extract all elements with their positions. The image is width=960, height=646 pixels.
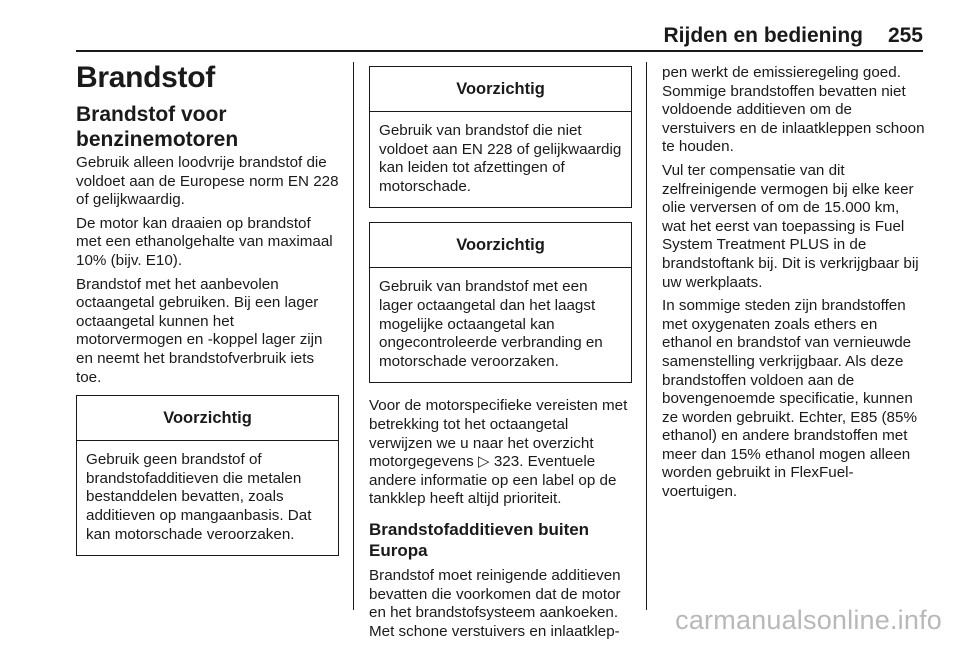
page-ref-arrow-icon: ▷ bbox=[477, 453, 490, 471]
caution-text: Gebruik van brandstof met een lager octaangetal dan het laagst mogelijke octaangetal kan ongecontroleerde verbranding en motorschade veroorzaken. bbox=[379, 278, 603, 370]
section-heading: Brandstof voor benzinemotoren bbox=[76, 103, 239, 151]
caution-box bbox=[76, 395, 339, 556]
header-rule bbox=[76, 50, 923, 52]
paragraph: Gebruik alleen loodvrije brandstof die voldoet aan de Europese norm EN 228 of gelijkwaardig. bbox=[76, 154, 339, 209]
caution-title: Voorzichtig bbox=[77, 396, 338, 441]
column-2 bbox=[369, 60, 632, 646]
caution-text: Gebruik van brandstof die niet voldoet aan EN 228 of gelijkwaardig kan leiden tot afzettingen of motorschade. bbox=[379, 122, 622, 195]
column-3 bbox=[662, 64, 925, 507]
page-reference-link[interactable]: 323 bbox=[493, 453, 520, 471]
paragraph: Vul ter compensatie van dit zelfreinigende vermogen bij elke keer olie verversen of om de 15.000 km, wat het eerst van toepassing is Fuel System Treatment PLUS in de brandstoftank bij. Dit is verkrijgbaar bij uw werkplaats. bbox=[662, 161, 919, 291]
caution-box bbox=[369, 222, 632, 383]
column-divider-1 bbox=[353, 62, 354, 610]
column-divider-2 bbox=[646, 62, 647, 610]
paragraph: Brandstof met het aanbevolen octaangetal gebruiken. Bij een lager octaangetal kunnen het motorvermogen en -koppel lager zijn en neemt het brandstofverbruik iets toe. bbox=[76, 275, 323, 386]
paragraph-text: Voor de motorspecifieke vereisten met betrekking tot het octaangetal verwijzen we u naar het overzicht motorgegevens bbox=[369, 397, 628, 471]
paragraph: pen werkt de emissieregeling goed. Sommige brandstoffen bevatten niet voldoende additieven om de verstuivers en de inlaatkleppen schoon te houden. bbox=[662, 64, 925, 156]
subsection-heading: Brandstofadditieven buiten Europa bbox=[369, 519, 590, 560]
page-title: Brandstof bbox=[76, 61, 215, 94]
caution-title: Voorzichtig bbox=[370, 223, 631, 268]
caution-box bbox=[369, 66, 632, 208]
paragraph-text: . Eventuele andere informatie op een label op de tankklep heeft altijd prioriteit. bbox=[369, 453, 617, 508]
section-title: Rijden en bediening bbox=[663, 24, 863, 47]
caution-text: Gebruik geen brandstof of brandstofadditieven die metalen bestanddelen bevatten, zoals additieven op mangaanbasis. Dat kan motorschade veroorzaken. bbox=[86, 451, 312, 543]
column-1 bbox=[76, 60, 339, 570]
watermark: carmanualsonline.info bbox=[675, 605, 942, 635]
paragraph: De motor kan draaien op brandstof met een ethanolgehalte van maximaal 10% (bijv. E10). bbox=[76, 214, 333, 269]
caution-title: Voorzichtig bbox=[370, 67, 631, 112]
page-number: 255 bbox=[887, 24, 923, 47]
paragraph: In sommige steden zijn brandstoffen met oxygenaten zoals ethers en ethanol en brandstof van vernieuwde samenstelling verkrijgbaar. Als deze brandstoffen voldoen aan de bovengenoemde specificatie, kunnen ze worden gebruikt. Echter, E85 (85% ethanol) en andere brandstoffen met meer dan 15% ethanol mogen alleen worden gebruikt in FlexFuel-voertuigen. bbox=[662, 297, 917, 501]
paragraph: Brandstof moet reinigende additieven bevatten die voorkomen dat de motor en het brandstofsysteem aankoeken. Met schone verstuivers en inlaatklep- bbox=[369, 566, 621, 640]
paragraph bbox=[369, 397, 632, 509]
page-header bbox=[76, 24, 923, 46]
